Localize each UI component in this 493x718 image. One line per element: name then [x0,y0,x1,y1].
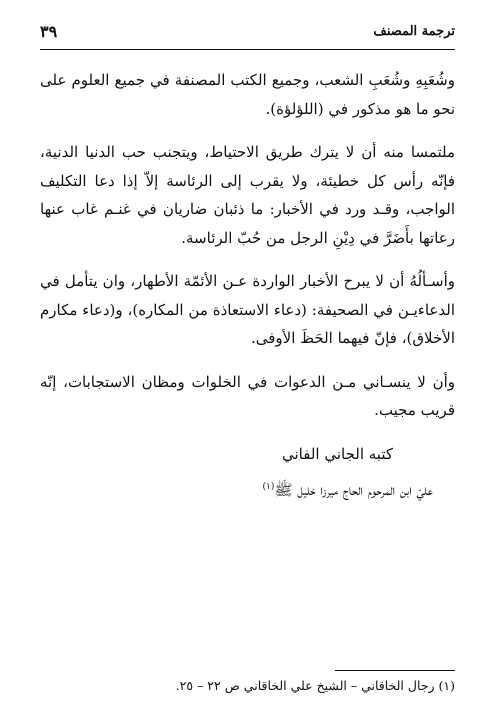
signature-line-1: كتبه الجاني الفاني [281,444,393,463]
page-number: ٣٩ [40,22,58,41]
paragraph-3: وأسـألُهُ أن لا يبرح الأخبار الواردة عـن الأئمّة الأطهار، وان يتأمل في الدعاءيـن في الصحيفة: (دعاء الاستعاذة من المكاره)، و(دعاء مكارم الأخلاق)، فإنّ فيهما الحَظَ الأوفى. [40,272,455,347]
paragraph-1: وشُعَبِهِ وشُعَبِ الشعب، وجميع الكتب المصنفة في جميع العلوم على نحو ما هو مذكور في (اللؤلؤة). [40,71,455,118]
signature-line-2 [40,476,455,505]
footnote-divider [335,670,455,671]
footnote: (١) رجال الخاقاني – الشيخ علي الخاقاني ص ٢٢ – ٢٥. [175,678,455,693]
paragraph-2: ملتمسا منه أن لا يترك طريق الاحتياط، ويتجنب حب الدنيا الدنية، فإنّه رأس كل خطيئة، ولا يقرب إلى الرئاسة إلاّ إذا دعا التكليف الواجب، وقـد ورد في الأخبار: ما ذئبان ضاريان في غنـم غاب عنها رعاتها بأَضَرَّ في دِيْنِ الرجل من حُبّ الرئاسة. [40,143,455,247]
paragraph-4: وأن لا ينسـاني مـن الدعوات في الخلوات ومظان الاستجابات، إنّه قريب مجيب. [40,372,455,419]
signature-name: عليّ ابن المرحوم الحاج ميرزا خليل ﷺ [274,481,433,499]
signature-block [40,440,455,505]
footnote-marker: (١) [262,482,275,492]
running-header-title: ترجمة المصنف [373,24,455,39]
header-divider [40,49,455,50]
body-text [40,66,455,505]
page-header [40,22,455,46]
